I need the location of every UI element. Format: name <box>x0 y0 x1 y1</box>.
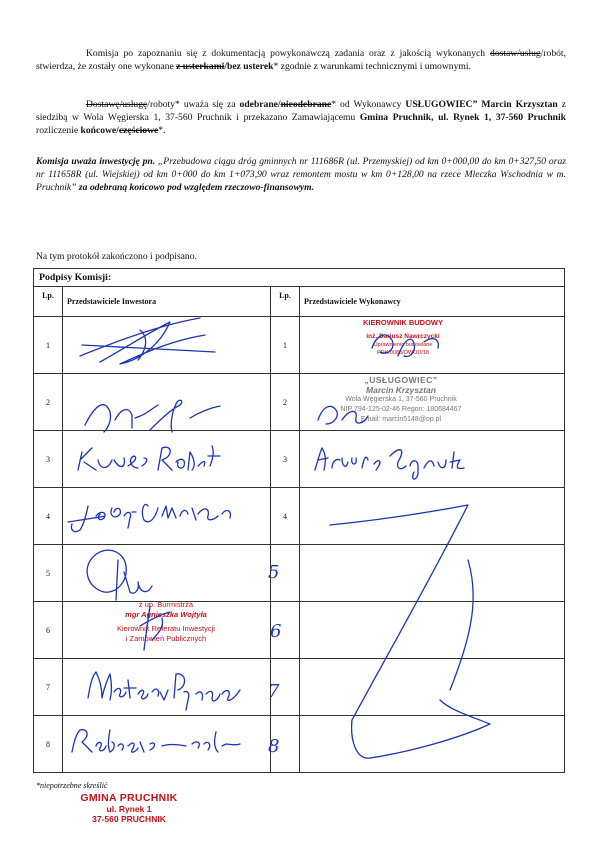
footnote: *niepotrzebne skreślić <box>36 781 108 790</box>
table-row: 5 <box>34 545 565 602</box>
signatures-table <box>33 268 565 773</box>
handwritten-number-5: 5 <box>268 562 280 583</box>
table-row: 2 2 <box>34 374 565 431</box>
table-row: 8 <box>34 716 565 773</box>
contractor-company-stamp: „USŁUGOWIEC” Marcin Krzysztan Wola Węgierska 1, 37-560 Pruchnik NIP 794-125-02-46 Regon: 180684467 Email: marcin5148@op.pl <box>340 375 462 423</box>
table-row: 4 4 <box>34 488 565 545</box>
handwritten-number-8: 8 <box>268 736 280 757</box>
municipality-stamp: GMINA PRUCHNIK ul. Rynek 1 37-560 PRUCHNIK <box>80 792 178 824</box>
table-row: 1 1 <box>34 317 565 374</box>
column-header-contractor: Przedstawiciele Wykonawcy <box>300 287 565 317</box>
paragraph-acceptance-statement: Komisja po zapoznaniu się z dokumentacją powykonawczą zadania oraz z jakością wykonanych dostaw/usług/robót, stwierdza, że zostały one wykonane z usterkami/bez usterek* zgodnie z warunkami technicznymi i umownymi. <box>36 48 566 73</box>
table-row: 7 <box>34 659 565 716</box>
paragraph-investment-acceptance: Komisja uważa inwestycję pn. „Przebudowa ciągu dróg gminnych nr 111686R (ul. Przemyskiej) od km 0+000,00 do km 0+327,50 oraz nr 111658R (ul. Wiejskiej) od km 0+000 do km 1+073,90 wraz remontem mostu w km 0+128,00 na rzece Mleczka Wschodnia w m. Pruchnik” za odebraną końcowo pod względem rzeczowo-finansowym. <box>36 156 566 194</box>
column-header-lp: Lp. <box>34 287 63 317</box>
site-manager-stamp: KIEROWNIK BUDOWY inż. Dariusz Nawrczycki Uprawnienia budowlane PDK/0083/OWOD/18 <box>363 318 443 356</box>
column-header-lp2: Lp. <box>271 287 300 317</box>
table-row: 3 3 <box>34 431 565 488</box>
handwritten-number-7: 7 <box>268 681 280 702</box>
closing-sentence: Na tym protokół zakończono i podpisano. <box>36 251 197 262</box>
table-title: Podpisy Komisji: <box>34 269 565 287</box>
handwritten-number-6: 6 <box>270 621 282 642</box>
table-row: 6 <box>34 602 565 659</box>
deputy-mayor-stamp: z up. Burmistrza mgr Agnieszka Wojtyła Kierownik Referatu Inwestycji i Zamówień Publicznych <box>117 600 215 643</box>
paragraph-handover-statement: Dostawę/usługę/roboty* uważa się za odebrane/nieodebrane* od Wykonawcy USŁUGOWIEC” Marcin Krzysztan z siedzibą w Wola Węgierska 1, 37-560 Pruchnik i przekazano Zamawiającemu Gmina Pruchnik, ul. Rynek 1, 37-560 Pruchnik rozliczenie końcowe/częściowe*. <box>36 99 566 137</box>
column-header-investor: Przedstawiciele Inwestora <box>63 287 271 317</box>
